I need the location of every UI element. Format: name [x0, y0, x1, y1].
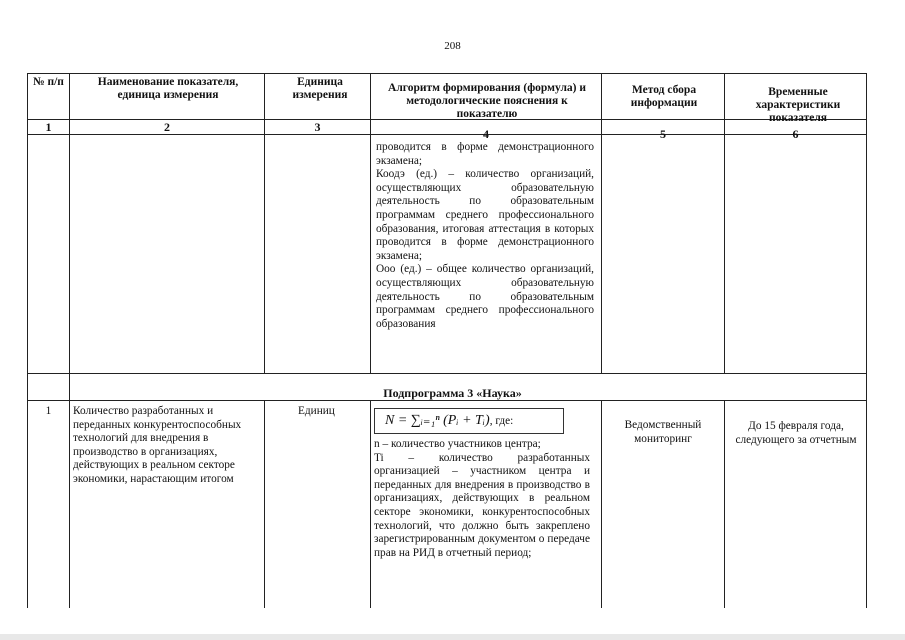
- column-number-3: 3: [314, 120, 321, 134]
- column-number-1: 1: [45, 120, 52, 134]
- unit-of-measure: Единиц: [298, 405, 335, 417]
- section-title: Подпрограмма 3 «Наука»: [383, 386, 522, 400]
- page-number: 208: [444, 40, 461, 52]
- algorithm-paragraph: Ооо (ед.) – общее количество организаций, осуществляющих образовательную деятельность по образовательным программам среднего профессионального образования: [376, 263, 594, 330]
- row-number: 1: [45, 405, 52, 417]
- algorithm-paragraph: n – количество участников центра;: [374, 438, 541, 450]
- algorithm-paragraph: проводится в форме демонстрационного экзамена;: [376, 141, 594, 167]
- column-number-5: 5: [660, 127, 666, 141]
- header-name: Наименование показателя, единица измерения: [97, 76, 239, 101]
- formula-suffix: , где:: [489, 415, 514, 427]
- algorithm-paragraph: Ti – количество разработанных организацией – участником центра и переданных для внедрения в производство в организациях, действующих в реальном секторе экономики, конкурентоспособных технологий, что должно быть закреплено зарегистрированным документом о передаче прав на РИД в отчетный период;: [374, 451, 590, 559]
- column-number-4: 4: [483, 127, 489, 141]
- scan-edge: [0, 634, 905, 640]
- header-timing: Временные характеристики показателя: [755, 86, 841, 124]
- column-number-6: 6: [792, 127, 799, 141]
- column-number-2: 2: [164, 120, 170, 134]
- algorithm-continuation: [376, 141, 594, 331]
- header-num: № п/п: [33, 76, 64, 88]
- header-method: Метод сбора информации: [630, 84, 698, 109]
- timing-characteristics: До 15 февраля года, следующего за отчетным: [735, 420, 857, 446]
- algorithm-paragraph: Коодэ (ед.) – количество организаций, осуществляющих образовательную деятельность по образовательным программам среднего профессионального образования, итоговая аттестация в которых проводится в форме демонстрационного экзамена;: [376, 168, 594, 262]
- header-unit: Единица измерения: [292, 76, 348, 101]
- formula: [374, 408, 564, 434]
- collection-method: Ведомственный мониторинг: [624, 419, 702, 445]
- algorithm-description: [374, 438, 590, 560]
- indicator-name: Количество разработанных и переданных конкурентоспособных технологий для внедрения в производство в организациях, действующих в реальном секторе экономики, нарастающим итогом: [73, 405, 242, 485]
- header-algorithm: Алгоритм формирования (формула) и методологические пояснения к показателю: [388, 82, 586, 120]
- formula-expression: N = ∑ᵢ₌₁ⁿ (Pᵢ + Tᵢ): [385, 413, 490, 428]
